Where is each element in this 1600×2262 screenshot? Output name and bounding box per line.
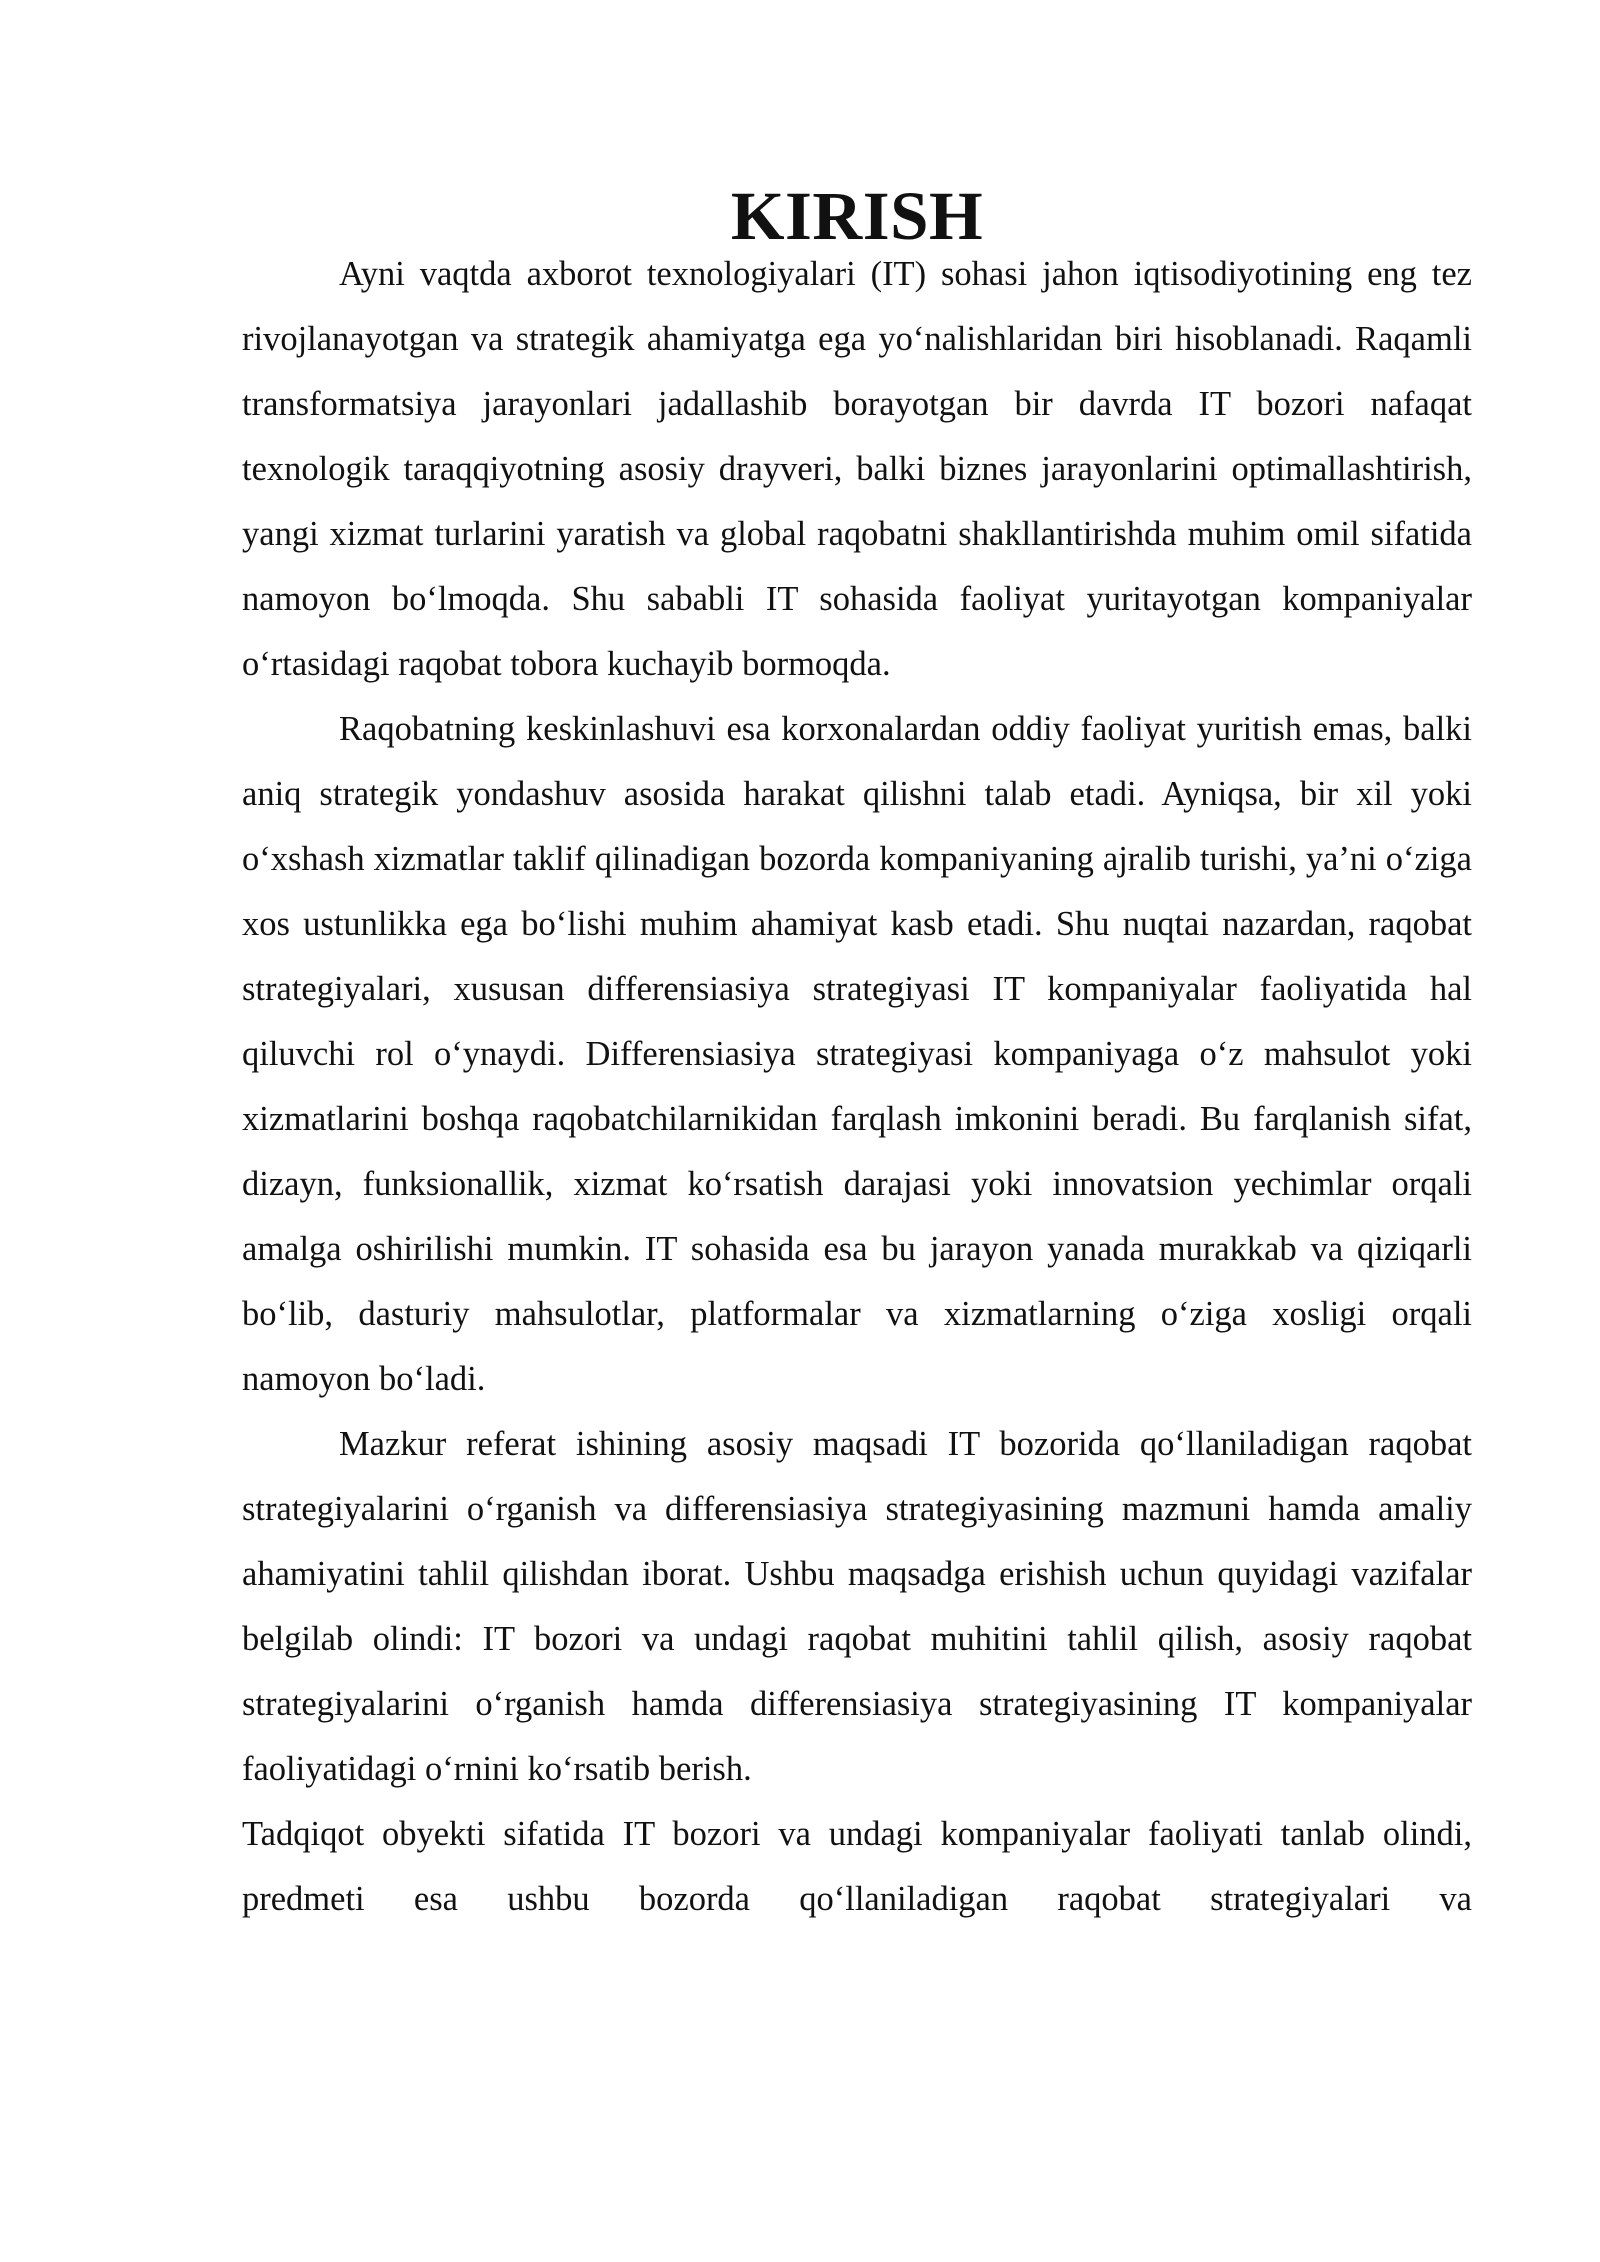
document-body [242, 178, 1472, 1932]
paragraph-purpose: Mazkur referat ishining asosiy maqsadi IT bozorida qo‘llaniladigan raqobat strategiyalarini o‘rganish va differensiasiya strategiyasining mazmuni hamda amaliy ahamiyatini tahlil qilishdan iborat. Ushbu maqsadga erishish uchun quyidagi vazifalar belgilab olindi: IT bozori va undagi raqobat muhitini tahlil qilish, asosiy raqobat strategiyalarini o‘rganish hamda differensiasiya strategiyasining IT kompaniyalar faoliyatidagi o‘rnini ko‘rsatib berish. [242, 1425, 1472, 1788]
paragraph-research-object: Tadqiqot obyekti sifatida IT bozori va undagi kompaniyalar faoliyati tanlab olindi, predmeti esa ushbu bozorda qo‘llaniladigan raqobat strategiyalari va [242, 1815, 1472, 1918]
paragraph-competition: Raqobatning keskinlashuvi esa korxonalardan oddiy faoliyat yuritish emas, balki aniq strategik yondashuv asosida harakat qilishni talab etadi. Ayniqsa, bir xil yoki o‘xshash xizmatlar taklif qilinadigan bozorda kompaniyaning ajralib turishi, ya’ni o‘ziga xos ustunlikka ega bo‘lishi muhim ahamiyat kasb etadi. Shu nuqtai nazardan, raqobat strategiyalari, xususan differensiasiya strategiyasi IT kompaniyalar faoliyatida hal qiluvchi rol o‘ynaydi. Differensiasiya strategiyasi kompaniyaga o‘z mahsulot yoki xizmatlarini boshqa raqobatchilarnikidan farqlash imkonini beradi. Bu farqlanish sifat, dizayn, funksionallik, xizmat ko‘rsatish darajasi yoki innovatsion yechimlar orqali amalga oshirilishi mumkin. IT sohasida esa bu jarayon yanada murakkab va qiziqarli bo‘lib, dasturiy mahsulotlar, platformalar va xizmatlarning o‘ziga xosligi orqali namoyon bo‘ladi. [242, 710, 1472, 1398]
paragraph-intro: Ayni vaqtda axborot texnologiyalari (IT) sohasi jahon iqtisodiyotining eng tez rivojlanayotgan va strategik ahamiyatga ega yo‘nalishlaridan biri hisoblanadi. Raqamli transformatsiya jarayonlari jadallashib borayotgan bir davrda IT bozori nafaqat texnologik taraqqiyotning asosiy drayveri, balki biznes jarayonlarini optimallashtirish, yangi xizmat turlarini yaratish va global raqobatni shakllantirishda muhim omil sifatida namoyon bo‘lmoqda. Shu sababli IT sohasida faoliyat yuritayotgan kompaniyalar o‘rtasidagi raqobat tobora kuchayib bormoqda. [242, 255, 1472, 683]
page-title: KIRISH [730, 178, 984, 254]
